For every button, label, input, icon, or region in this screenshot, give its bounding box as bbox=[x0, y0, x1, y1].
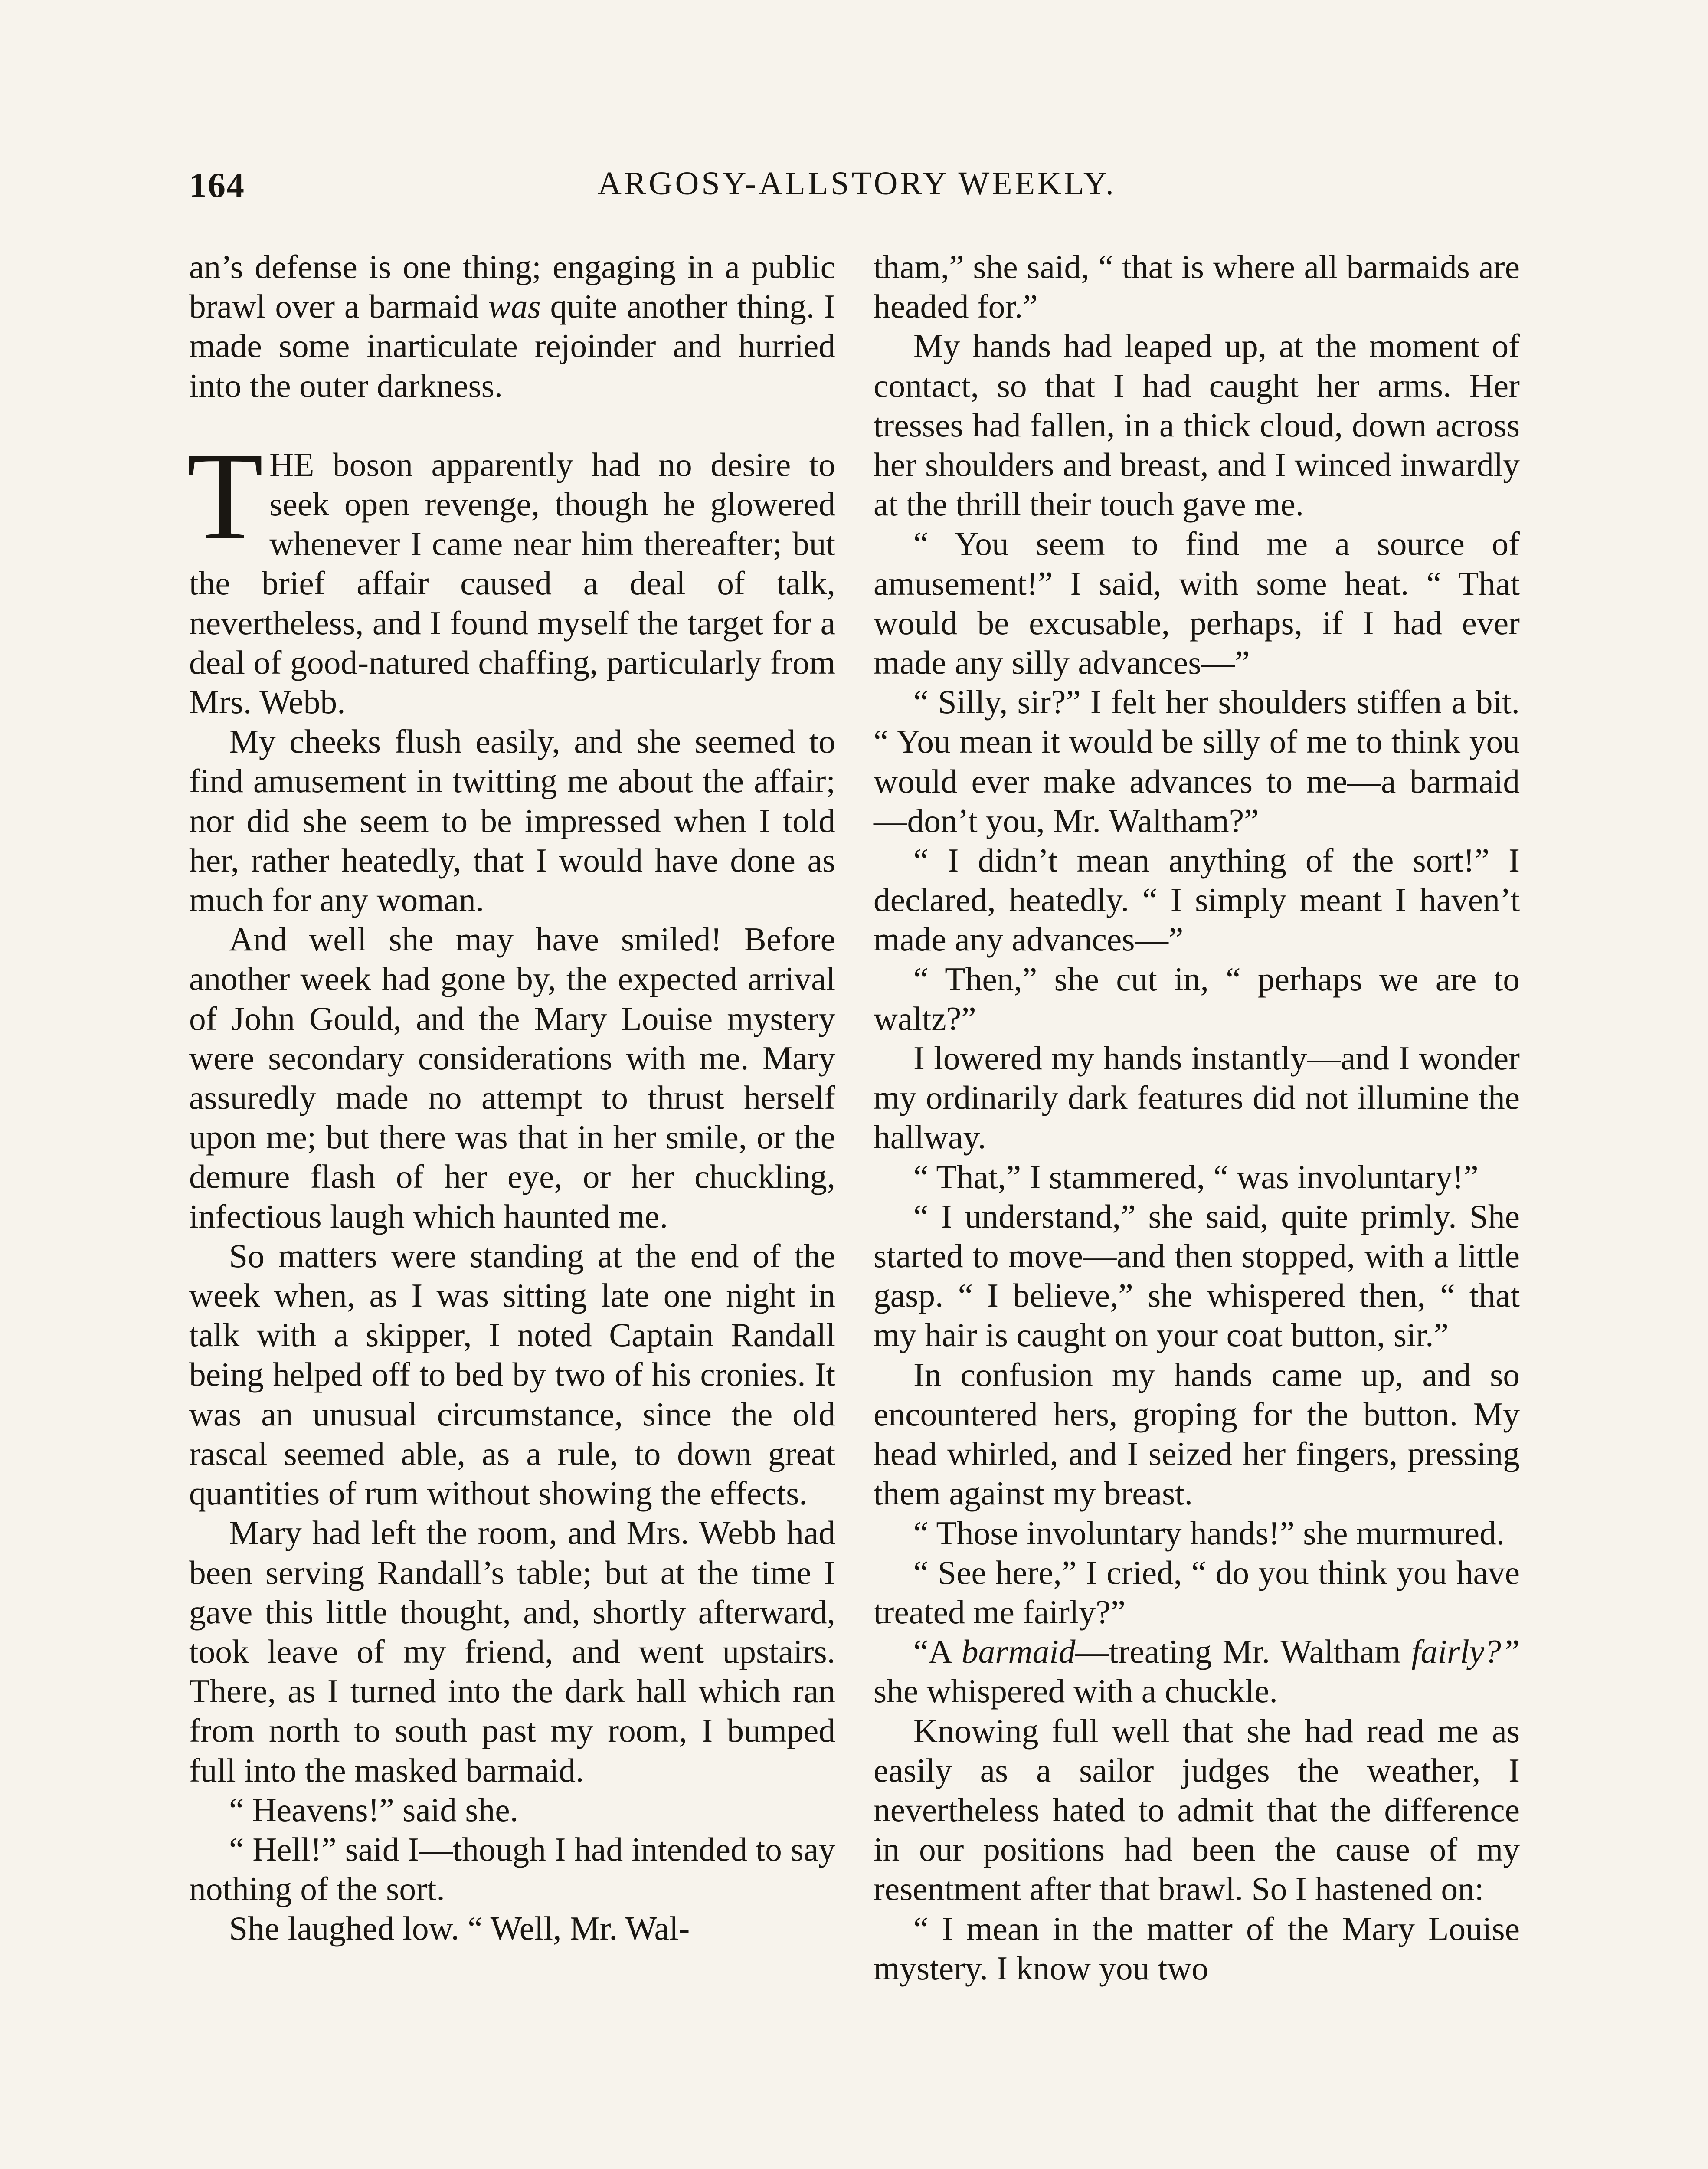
paragraph-text: —treating Mr. Waltham bbox=[1075, 1633, 1412, 1671]
paragraph: And well she may have smiled! Before another week had gone by, the expected arrival of John Gould, and the Mary Louise mystery were secondary considerations with me. Mary assuredly made no attempt to thrust herself upon me; but there was that in her smile, or the demure flash of her eye, or her chuckling, infectious laugh which haunted me. bbox=[189, 921, 835, 1235]
paragraph: “ That,” I stammered, “ was involuntary!” bbox=[913, 1158, 1479, 1196]
paragraph: “ I didn’t mean anything of the sort!” I declared, heatedly. “ I simply meant I haven’t made any advances—” bbox=[874, 842, 1520, 958]
italic-text: fairly?” bbox=[1411, 1633, 1520, 1671]
paragraph: She laughed low. “ Well, Mr. Wal- bbox=[229, 1910, 690, 1947]
drop-cap: T bbox=[187, 426, 264, 566]
paragraph-text: quite another thing. I made some inarticulate rejoinder and hurried into the outer darkness. bbox=[189, 288, 835, 404]
paragraph: So matters were standing at the end of the week when, as I was sitting late one night in talk with a skipper, I noted Captain Randall being helped off to bed by two of his cronies. It was an unusual circumstance, since the old rascal seemed able, as a rule, to down great quantities of rum without showing the effects. bbox=[189, 1237, 835, 1512]
italic-text: was bbox=[488, 288, 541, 325]
paragraph: “ You seem to find me a source of amusement!” I said, with some heat. “ That would be excusable, perhaps, if I had ever made any silly advances—” bbox=[874, 525, 1520, 681]
paragraph-text: “A bbox=[913, 1633, 962, 1671]
paragraph-text: she whispered with a chuckle. bbox=[874, 1672, 1278, 1710]
paragraph: “ Then,” she cut in, “ perhaps we are to waltz?” bbox=[874, 960, 1520, 1037]
paragraph: “ I mean in the matter of the Mary Louise mystery. I know you two bbox=[874, 1910, 1520, 1987]
paragraph-dropcap bbox=[187, 426, 835, 722]
paragraph: My hands had leaped up, at the moment of contact, so that I had caught her arms. Her tresses had fallen, in a thick cloud, down across her shoulders and breast, and I winced inwardly at the thrill their touch gave me. bbox=[874, 327, 1520, 523]
paragraph: Mary had left the room, and Mrs. Webb had been serving Randall’s table; but at the time I gave this little thought, and, shortly afterward, took leave of my friend, and went upstairs. There, as I turned into the dark hall which ran from north to south past my room, I bumped full into the masked barmaid. bbox=[189, 1514, 835, 1789]
right-column bbox=[874, 247, 1520, 1988]
paragraph bbox=[189, 247, 835, 406]
paragraph bbox=[874, 1632, 1520, 1711]
paragraph: “ Those involuntary hands!” she murmured. bbox=[913, 1514, 1505, 1552]
paragraph: In confusion my hands came up, and so encountered hers, groping for the button. My head whirled, and I seized her fingers, pressing them against my breast. bbox=[874, 1356, 1520, 1512]
left-column bbox=[189, 247, 835, 1949]
page-number: 164 bbox=[189, 165, 245, 205]
paragraph: Knowing full well that she had read me as easily as a sailor judges the weather, I nevertheless hated to admit that the difference in our positions had been the cause of my resentment after that brawl. So I hastened on: bbox=[874, 1712, 1520, 1908]
italic-text: barmaid bbox=[961, 1633, 1076, 1671]
paragraph-text: an’s defense is one thing; engaging in a public brawl over a barmaid bbox=[189, 248, 835, 325]
paragraph: I lowered my hands instantly—and I wonder my ordinarily dark features did not illumine the hallway. bbox=[874, 1039, 1520, 1156]
paragraph: My cheeks flush easily, and she seemed to find amusement in twitting me about the affair; nor did she seem to be impressed when I told her, rather heatedly, that I would have done as much for any woman. bbox=[189, 723, 835, 919]
paragraph: “ Silly, sir?” I felt her shoulders stiffen a bit. “ You mean it would be silly of me to think you would ever make advances to me—a barmaid—don’t you, Mr. Waltham?” bbox=[874, 683, 1520, 839]
paragraph: “ I understand,” she said, quite primly. She started to move—and then stopped, with a little gasp. “ I believe,” she whispered then, “ that my hair is caught on your coat button, sir.” bbox=[874, 1197, 1520, 1354]
page-header bbox=[189, 165, 1525, 226]
paragraph: “ See here,” I cried, “ do you think you have treated me fairly?” bbox=[874, 1553, 1520, 1631]
running-head: ARGOSY-ALLSTORY WEEKLY. bbox=[598, 165, 1116, 202]
paragraph-text: HE boson apparently had no desire to seek open revenge, though he glowered whenever I came near him thereafter; but the brief affair caused a deal of talk, nevertheless, and I found myself the target for a deal of good-natured chaffing, particularly from Mrs. Webb. bbox=[189, 446, 835, 721]
paragraph: tham,” she said, “ that is where all barmaids are headed for.” bbox=[874, 248, 1520, 325]
paragraph: “ Hell!” said I—though I had intended to say nothing of the sort. bbox=[189, 1830, 835, 1908]
paragraph: “ Heavens!” said she. bbox=[229, 1791, 519, 1828]
